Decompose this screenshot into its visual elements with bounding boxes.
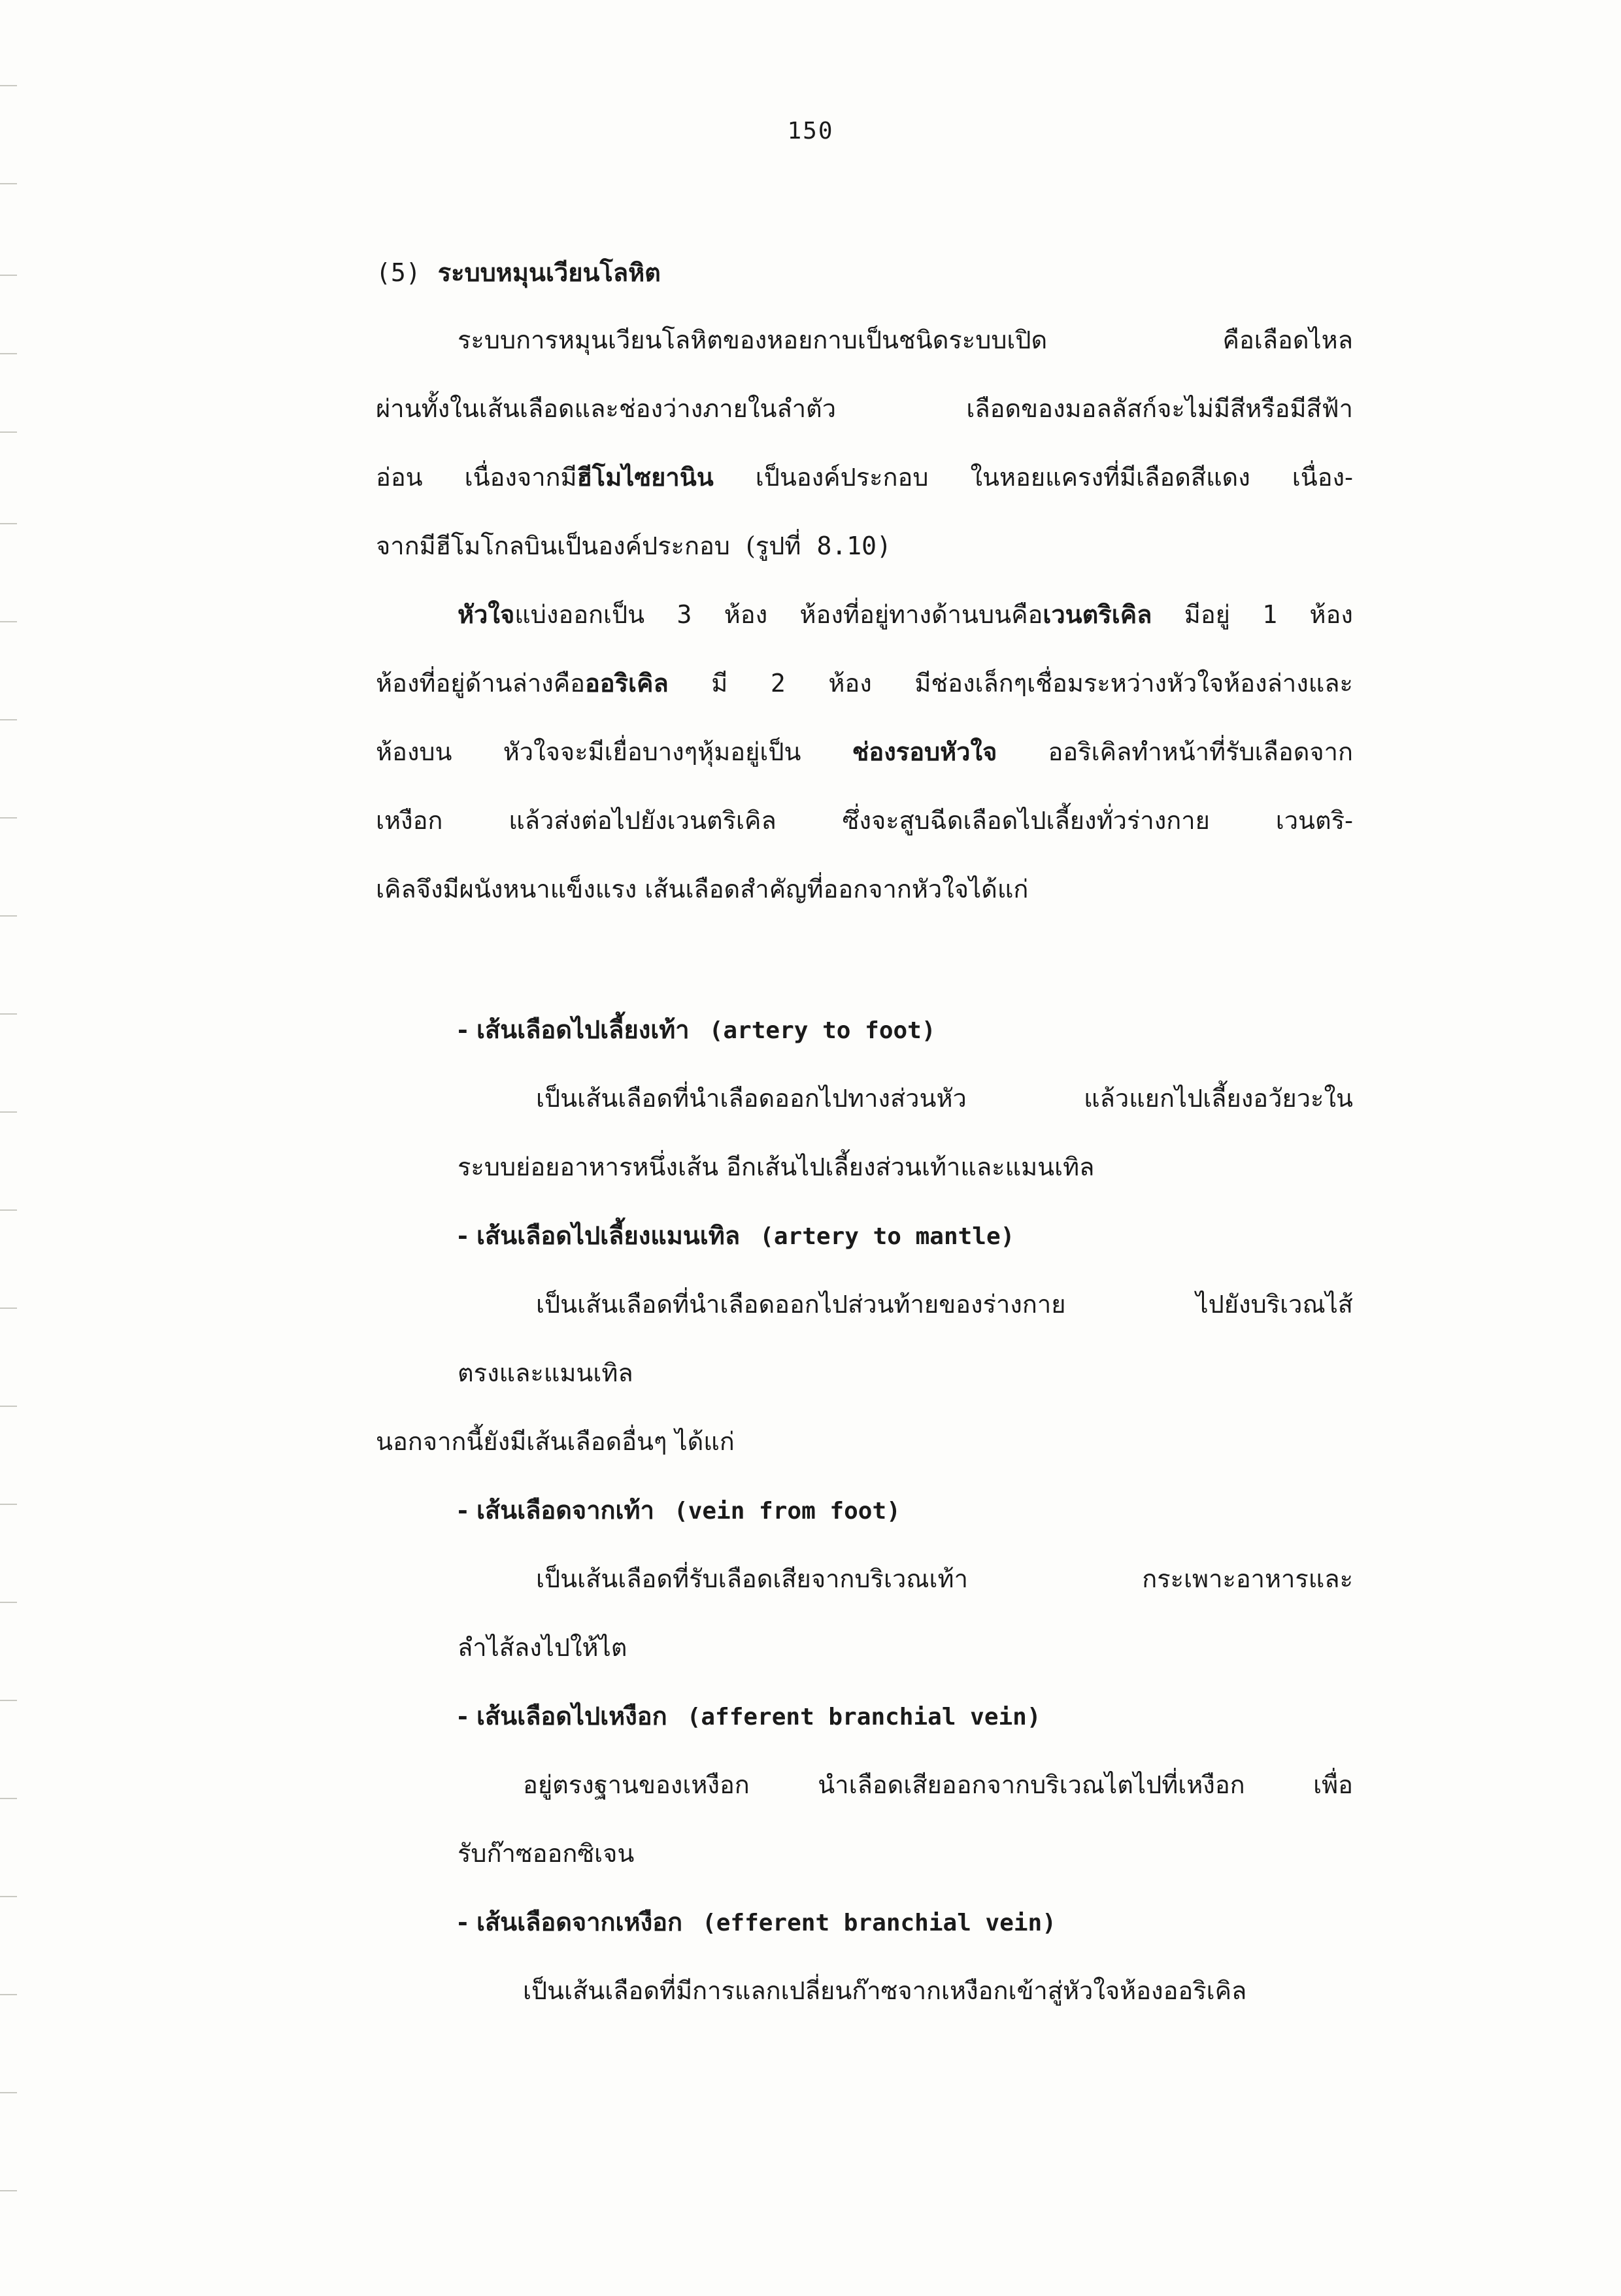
figure-ref: 8.10) — [816, 532, 892, 560]
paragraph-line: อ่อน เนื่องจากมีฮีโมไซยานิน เป็นองค์ประกอบ ในหอยแครงที่มีเลือดสีแดง เนื่อง- — [376, 462, 1353, 492]
paragraph-line: ห้องที่อยู่ด้านล่างคือออริเคิล มี 2 ห้อง มีช่องเล็กๆเชื่อมระหว่างหัวใจห้องล่างและ — [376, 668, 1353, 698]
paragraph-line: อยู่ตรงฐานของเหงือก นำเลือดเสียออกจากบริเวณไตไปที่เหงือก เพื่อ — [523, 1770, 1353, 1799]
paragraph-line: ผ่านทั้งในเส้นเลือดและช่องว่างภายในลำตัว เลือดของมอลลัสก์จะไม่มีสีหรือมีสีฟ้า — [376, 394, 1353, 423]
paragraph-line: เป็นเส้นเลือดที่รับเลือดเสียจากบริเวณเท้า กระเพาะอาหารและ — [536, 1564, 1353, 1593]
paragraph-line: ตรงและแมนเทิล — [458, 1359, 633, 1387]
section-title: ระบบหมุนเวียนโลหิต — [437, 258, 661, 287]
section-heading — [376, 256, 661, 289]
term-auricle: ออริเคิล — [584, 668, 669, 698]
paragraph-line: ห้องบน หัวใจจะมีเยื่อบางๆหุ้มอยู่เป็น ช่องรอบหัวใจ ออริเคิลทำหน้าที่รับเลือดจาก — [376, 735, 1353, 768]
term-hemocyanin: ฮีโมไซยานิน — [577, 462, 714, 492]
paragraph-line: เหงือก แล้วส่งต่อไปยังเวนตริเคิล ซึ่งจะสูบฉีดเลือดไปเลี้ยงทั่วร่างกาย เวนตริ- — [376, 806, 1353, 835]
paragraph-line: หัวใจแบ่งออกเป็น 3 ห้อง ห้องที่อยู่ทางด้านบนคือเวนตริเคิล มีอยู่ 1 ห้อง — [458, 599, 1353, 629]
term-heart: หัวใจ — [458, 599, 515, 629]
left-margin-ticks — [0, 0, 20, 2296]
page-number: 150 — [787, 118, 834, 144]
vessel-heading: - เส้นเลือดไปเลี้ยงเท้า (artery to foot) — [458, 1015, 936, 1044]
section-number: (5) — [376, 258, 421, 287]
term-pericardium: ช่องรอบหัวใจ — [852, 737, 997, 766]
paragraph-line: เป็นเส้นเลือดที่มีการแลกเปลี่ยนก๊าซจากเหงือกเข้าสู่หัวใจห้องออริเคิล — [523, 1976, 1247, 2005]
vessel-heading: - เส้นเลือดไปเลี้ยงแมนเทิล (artery to mantle) — [458, 1221, 1015, 1250]
paragraph-line: จากมีฮีโมโกลบินเป็นองค์ประกอบ (รูปที่ 8.10) — [376, 532, 892, 560]
paragraph-line: นอกจากนี้ยังมีเส้นเลือดอื่นๆ ได้แก่ — [376, 1427, 735, 1456]
vessel-heading: - เส้นเลือดจากเหงือก (efferent branchial vein) — [458, 1907, 1056, 1936]
paragraph-line: รับก๊าซออกซิเจน — [458, 1839, 635, 1868]
vessel-heading: - เส้นเลือดจากเท้า (vein from foot) — [458, 1495, 901, 1525]
paragraph-line: เป็นเส้นเลือดที่นำเลือดออกไปส่วนท้ายของร่างกาย ไปยังบริเวณไส้ — [536, 1290, 1353, 1319]
paragraph-line: ระบบย่อยอาหารหนึ่งเส้น อีกเส้นไปเลี้ยงส่วนเท้าและแมนเทิล — [458, 1153, 1095, 1181]
vessel-heading: - เส้นเลือดไปเหงือก (afferent branchial vein) — [458, 1701, 1041, 1730]
paragraph-line: ลำไส้ลงไปให้ไต — [458, 1633, 627, 1662]
paragraph-line: ระบบการหมุนเวียนโลหิตของหอยกาบเป็นชนิดระบบเปิด คือเลือดไหล — [458, 326, 1353, 354]
paragraph-line: เคิลจึงมีผนังหนาแข็งแรง เส้นเลือดสำคัญที่ออกจากหัวใจได้แก่ — [376, 875, 1029, 903]
paragraph-line: เป็นเส้นเลือดที่นำเลือดออกไปทางส่วนหัว แล้วแยกไปเลี้ยงอวัยวะใน — [536, 1084, 1353, 1113]
term-ventricle: เวนตริเคิล — [1043, 599, 1152, 629]
